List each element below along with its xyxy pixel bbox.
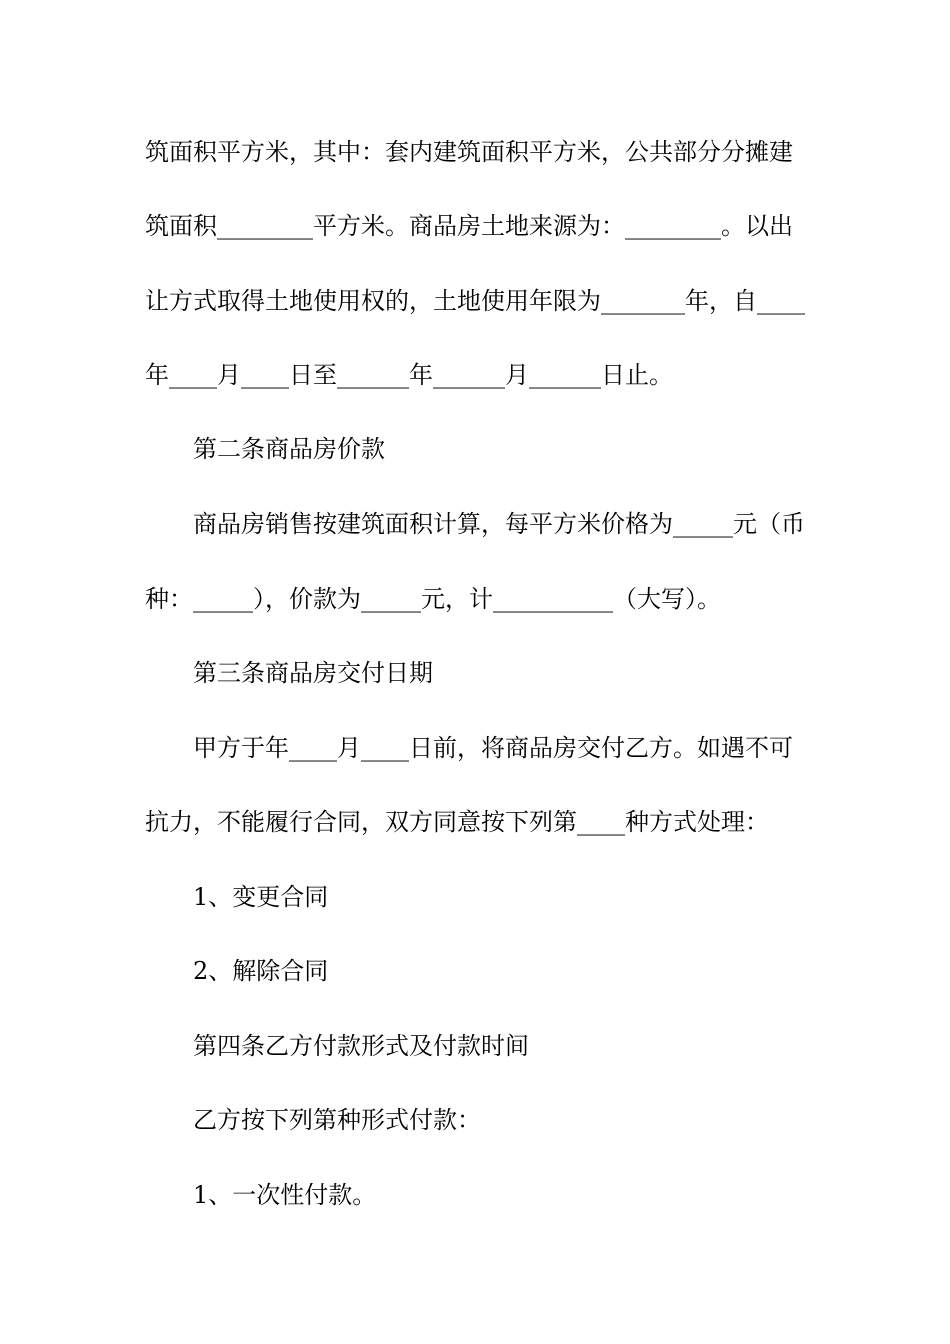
section-heading: 第二条商品房价款 <box>193 435 385 463</box>
section-heading: 第三条商品房交付日期 <box>193 659 433 687</box>
section-heading: 第四条乙方付款形式及付款时间 <box>193 1032 529 1060</box>
list-item: 2、解除合同 <box>193 957 329 985</box>
body-text-line: 乙方按下列第种形式付款： <box>193 1106 481 1134</box>
body-text-line: 筑面积平方米，其中：套内建筑面积平方米，公共部分分摊建 <box>145 138 793 166</box>
list-item: 1、一次性付款。 <box>193 1181 377 1209</box>
body-text-line: 商品房销售按建筑面积计算，每平方米价格为_____元（币 <box>193 510 805 538</box>
body-text-line: 让方式取得土地使用权的，土地使用年限为_______年，自____ <box>145 287 805 315</box>
list-item: 1、变更合同 <box>193 883 329 911</box>
body-text-line: 甲方于年____月____日前，将商品房交付乙方。如遇不可 <box>193 734 793 762</box>
body-text-line: 年____月____日至______年______月______日止。 <box>145 361 673 389</box>
body-text-line: 种：_____），价款为_____元，计__________（大写）。 <box>145 585 721 613</box>
body-text-line: 抗力，不能履行合同，双方同意按下列第____种方式处理： <box>145 808 769 836</box>
body-text-line: 筑面积________平方米。商品房土地来源为：________。以出 <box>145 212 793 240</box>
